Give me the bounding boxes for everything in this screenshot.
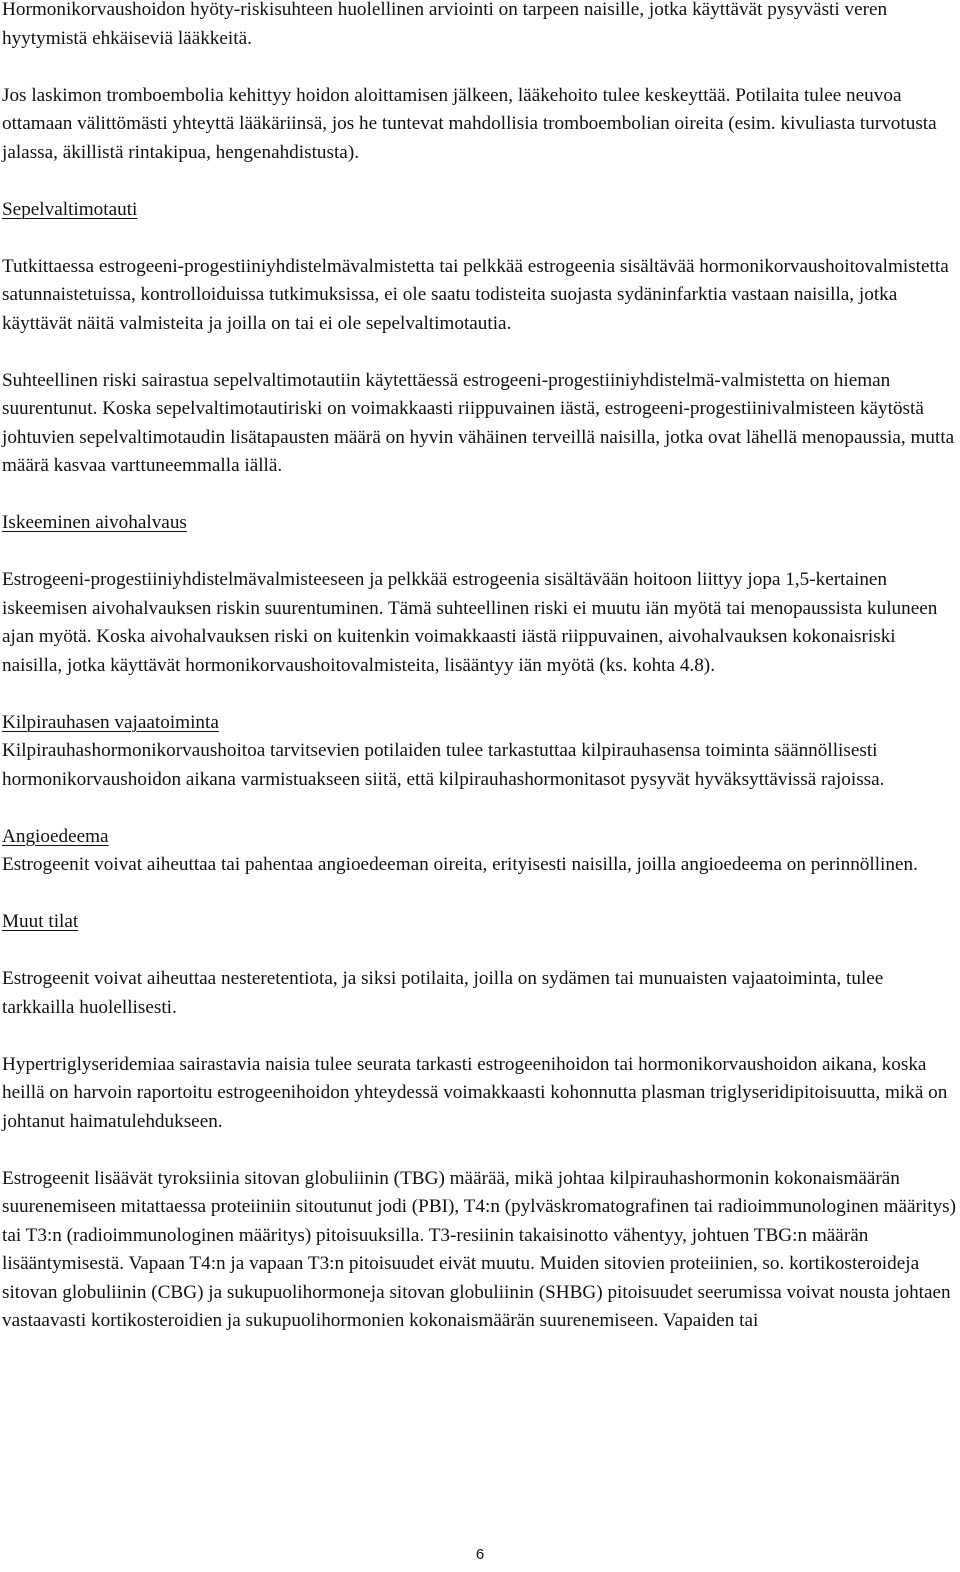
paragraph-hypertriglyceridemia: Hypertriglyseridemiaa sairastavia naisia tulee seurata tarkasti estrogeenihoidon tai hormonikorvaushoidon aikana, koska heillä on harvoin raportoitu estrogeenihoidon yhteydessä voimakkaasti kohonnutta plasman triglyseridipitoisuutta, mikä on johtanut haimatulehdukseen. [2,1053,948,1132]
heading-kilpirauhasen-vajaatoiminta: Kilpirauhasen vajaatoiminta [2,711,219,733]
paragraph-stroke-risk: Estrogeeni-progestiiniyhdistelmävalmisteeseen ja pelkkää estrogeenia sisältävään hoitoon liittyy jopa 1,5-kertainen iskeemisen aivohalvauksen riskin suurentuminen. Tämä suhteellinen riski ei muutu iän myötä tai menopaussista kuluneen ajan myötä. Koska aivohalvauksen riski on kuitenkin voimakkaasti iästä riippuvainen, aivohalvauksen kokonaisriski naisilla, jotka käyttävät hormonikorvaushoitovalmisteita, lisääntyy iän myötä (ks. kohta 4.8). [2,569,938,676]
paragraph-vte-discontinuation: Jos laskimon tromboembolia kehittyy hoidon aloittamisen jälkeen, lääkehoito tulee keskeyttää. Potilaita tulee neuvoa ottamaan välittömästi yhteyttä lääkäriinsä, jos he tuntevat mahdollisia tromboembolian oireita (esim. kivuliasta turvotusta jalassa, äkillistä rintakipua, hengenahdistusta). [2,84,937,163]
paragraph-cad-studies: Tutkittaessa estrogeeni-progestiiniyhdistelmävalmistetta tai pelkkää estrogeenia sisältävää hormonikorvaushoitovalmistetta satunnaistetuissa, kontrolloiduissa tutkimuksissa, ei ole saatu todisteita suojasta sydäninfarktia vastaan naisilla, jotka käyttävät näitä valmisteita ja joilla on tai ei ole sepelvaltimotautia. [2,255,949,334]
heading-angioedeema: Angioedeema [2,825,109,847]
paragraph-binding-proteins: Estrogeenit lisäävät tyroksiinia sitovan globuliinin (TBG) määrää, mikä johtaa kilpirauhashormonin kokonaismäärän suurenemiseen mitattaessa proteiiniin sitoutunut jodi (PBI), T4:n (pylväskromatografinen tai radioimmunologinen määritys) tai T3:n (radioimmunologinen määritys) pitoisuuksilla. T3-resiinin takaisinotto vähentyy, johtuen TBG:n määrän lisääntymisestä. Vapaan T4:n ja vapaan T3:n pitoisuudet eivät muutu. Muiden sitovien proteiinien, so. kortikosteroideja sitovan globuliinin (CBG) ja sukupuolihormoneja sitovan globuliinin (SHBG) pitoisuudet seerumissa voivat nousta johtaen vastaavasti kortikosteroidien ja sukupuolihormonien kokonaismäärän suurenemiseen. Vapaiden tai [2,1167,957,1331]
paragraph-fluid-retention: Estrogeenit voivat aiheuttaa nesteretentiota, ja siksi potilaita, joilla on sydämen tai munuaisten vajaatoiminta, tulee tarkkailla huolellisesti. [2,968,884,1018]
heading-iskeeminen-aivohalvaus: Iskeeminen aivohalvaus [2,512,187,533]
heading-sepelvaltimotauti: Sepelvaltimotauti [2,198,138,220]
heading-muut-tilat: Muut tilat [2,911,79,932]
paragraph-anticoagulants: Hormonikorvaushoidon hyöty-riskisuhteen huolellinen arviointi on tarpeen naisille, jotka käyttävät pysyvästi veren hyytymistä ehkäiseviä lääkkeitä. [2,0,888,49]
paragraph-thyroid: Kilpirauhashormonikorvaushoitoa tarvitsevien potilaiden tulee tarkastuttaa kilpirauhasensa toiminta säännöllisesti hormonikorvaushoidon aikana varmistuakseen siitä, että kilpirauhashormonitasot pysyvät hyväksyttävissä rajoissa. [2,740,885,790]
paragraph-cad-relative-risk: Suhteellinen riski sairastua sepelvaltimotautiin käytettäessä estrogeeni-progestiiniyhdistelmä-valmistetta on hieman suurentunut. Koska sepelvaltimotautiriski on voimakkaasti riippuvainen iästä, estrogeeni-progestiinivalmisteen käytöstä johtuvien sepelvaltimotaudin lisätapausten määrä on hyvin vähäinen terveillä naisilla, jotka ovat lähellä menopaussia, mutta määrä kasvaa varttuneemmalla iällä. [2,369,955,476]
paragraph-angioedema: Estrogeenit voivat aiheuttaa tai pahentaa angioedeeman oireita, erityisesti naisilla, joilla angioedeema on perinnöllinen. [2,854,918,875]
page-number: 6 [475,1546,485,1563]
